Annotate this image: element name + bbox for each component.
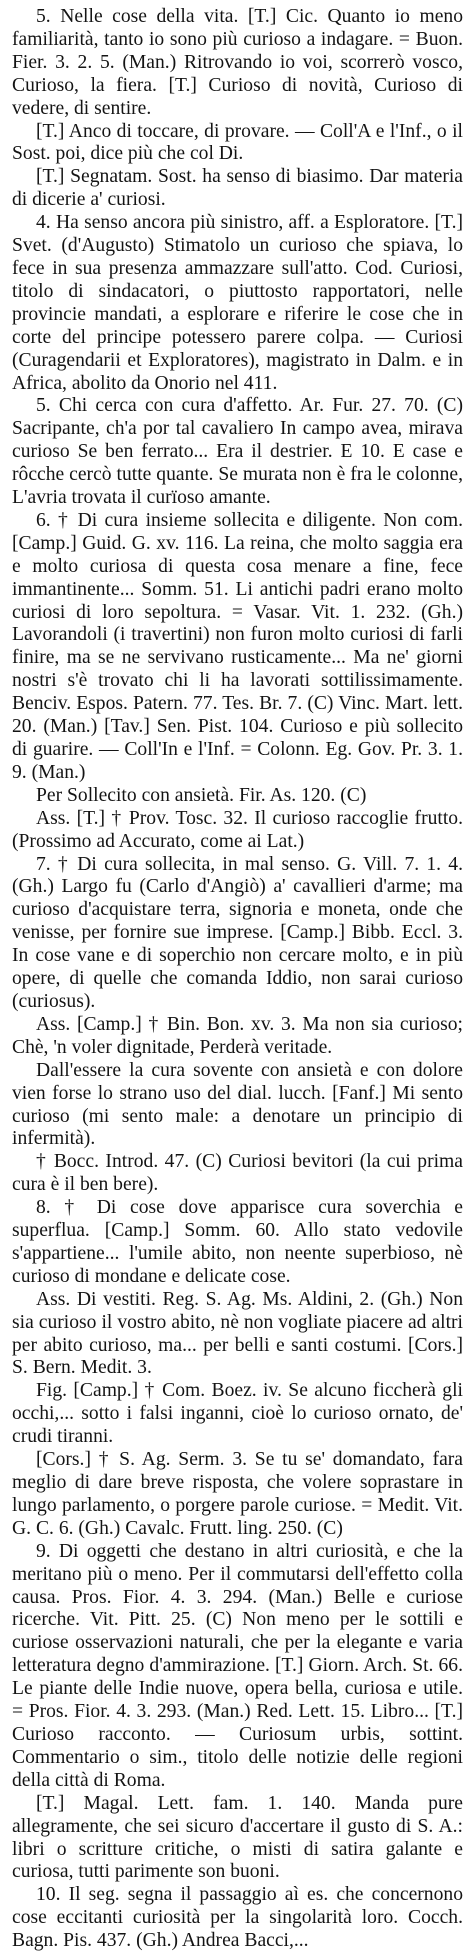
entry-paragraph: † Bocc. Introd. 47. (C) Curiosi bevitori (la cui prima cura è il ben bere). — [12, 1151, 463, 1196]
entry-paragraph: Fig. [Camp.] † Com. Boez. iv. Se alcuno ficcherà gli occhi,... sotto i falsi inganni, cioè lo curioso ornato, de' crudi tiranni. — [12, 1380, 463, 1448]
entry-paragraph: Ass. [T.] † Prov. Tosc. 32. Il curioso raccoglie frutto. (Prossimo ad Accurato, come ai Lat.) — [12, 807, 463, 852]
entry-paragraph: [T.] Magal. Lett. fam. 1. 140. Manda pure allegramente, che sei sicuro d'accertare il gusto di S. A.: libri o scritture critiche, o misti di satira galante e curiosa, tutti parimente son buoni. — [12, 1792, 463, 1883]
entry-paragraph: 5. Chi cerca con cura d'affetto. Ar. Fur. 27. 70. (C) Sacripante, ch'a por tal cavaliero In campo avea, mirava curioso Se ben ferrato... Era il destrier. E 10. E case e rôcche cercò tutte quante. Se murata non è fra le colonne, L'avria trovata il curïoso amante. — [12, 395, 463, 509]
entry-paragraph: Ass. Di vestiti. Reg. S. Ag. Ms. Aldini, 2. (Gh.) Non sia curioso il vostro abito, nè non vogliate piacere ad altri per abito curioso, ma... per belli e santi costumi. [Cors.] S. Bern. Medit. 3. — [12, 1288, 463, 1379]
entry-paragraph: 7. † Di cura sollecita, in mal senso. G. Vill. 7. 1. 4. (Gh.) Largo fu (Carlo d'Angiò) a' cavallieri d'arme; ma curioso d'acquistare terra, signoria e moneta, onde che venisse, per fornire sue imprese. [Camp.] Bibb. Eccl. 3. In cose vane e di soperchio non cercare molto, e in più opere, di quelle che comanda Iddio, non sarai curioso (curiosus). — [12, 853, 463, 1012]
entry-paragraph: [T.] Anco di toccare, di provare. — Coll'A e l'Inf., o il Sost. poi, dice più che col Di. — [12, 120, 463, 165]
entry-paragraph: Dall'essere la cura sovente con ansietà e con dolore vien forse lo strano uso del dial. lucch. [Fanf.] Mi sento curioso (mi sento male: a denotare un principio di infermità). — [12, 1059, 463, 1150]
entry-paragraph: 6. † Di cura insieme sollecita e diligente. Non com. [Camp.] Guid. G. xv. 116. La reina, che molto saggia era e molto curiosa di questa cosa menare a fine, fece immantinente... Somm. 51. Li antichi padri erano molto curiosi di loro sepoltura. = Vasar. Vit. 1. 232. (Gh.) Lavorandoli (i travertini) non furon molto curiosi di farli finire, ma se ne servivano rusticamente... Ma ne' giorni nostri s'è trovato chi li ha lavorati sottilissimamente. Benciv. Espos. Patern. 77. Tes. Br. 7. (C) Vinc. Mart. lett. 20. (Man.) [Tav.] Sen. Pist. 104. Curioso e più sollecito di guarire. — Coll'In e l'Inf. = Colonn. Eg. Gov. Pr. 3. 1. 9. (Man.) — [12, 509, 463, 783]
entry-paragraph: Ass. [Camp.] † Bin. Bon. xv. 3. Ma non sia curioso; Chè, 'n voler dignitade, Perderà veritade. — [12, 1013, 463, 1058]
entry-paragraph: 5. Nelle cose della vita. [T.] Cic. Quanto io meno familiarità, tanto io sono più curioso a indagare. = Buon. Fier. 3. 2. 5. (Man.) Ritrovando io voi, scorrerò vosco, Curioso, la fiera. [T.] Curioso di novità, Curioso di vedere, di sentire. — [12, 6, 463, 119]
entry-paragraph: 4. Ha senso ancora più sinistro, aff. a Esploratore. [T.] Svet. (d'Augusto) Stimatolo un curioso che spiava, lo fece in sua presenza ammazzare sull'atto. Cod. Curiosi, titolo di sindacatori, o piuttosto rapportatori, nelle provincie mandati, a esplorare e riferire le cose che in corte del principe potessero parere colpa. — Curiosi (Curagendarii et Exploratores), magistrato in Dalm. e in Africa, abolito da Onorio nel 411. — [12, 212, 463, 394]
entry-paragraph: 10. Il seg. segna il passaggio aì es. che concernono cose eccitanti curiosità per la singolarità loro. Cocch. Bagn. Pis. 437. (Gh.) Andrea Bacci,... — [12, 1884, 463, 1952]
entry-paragraph: [T.] Segnatam. Sost. ha senso di biasimo. Dar materia di dicerie a' curiosi. — [12, 166, 463, 211]
entry-paragraph: [Cors.] † S. Ag. Serm. 3. Se tu se' domandato, fara meglio di dare breve risposta, che volere soprastare in lungo parlamento, o porgere parole curiose. = Medit. Vit. G. C. 6. (Gh.) Cavalc. Frutt. ling. 250. (C) — [12, 1449, 463, 1539]
entry-paragraph: 8. † Di cose dove apparisce cura soverchia e superflua. [Camp.] Somm. 60. Allo stato vedovile s'appartiene... l'umile abito, non neente superbioso, nè curioso di mondane e delicate cose. — [12, 1197, 463, 1287]
entry-paragraph: Per Sollecito con ansietà. Fir. As. 120. (C) — [36, 784, 367, 806]
entry-paragraph: 9. Di oggetti che destano in altri curiosità, e che la meritano più o meno. Per il commutarsi dell'effetto colla causa. Pros. Fior. 4. 3. 294. (Man.) Belle e curiose ricerche. Vit. Pitt. 25. (C) Non meno per le sottili e curiose osservazioni naturali, che per la elegante e varia letteratura degno d'ammirazione. [T.] Giorn. Arch. St. 66. Le piante delle Indie nuove, opera bella, curiosa e utile. = Pros. Fior. 4. 3. 293. (Man.) Red. Lett. 15. Libro... [T.] Curioso racconto. — Curiosum urbis, sottint. Commentario o sim., titolo delle notizie delle regioni della città di Roma. — [12, 1540, 463, 1791]
